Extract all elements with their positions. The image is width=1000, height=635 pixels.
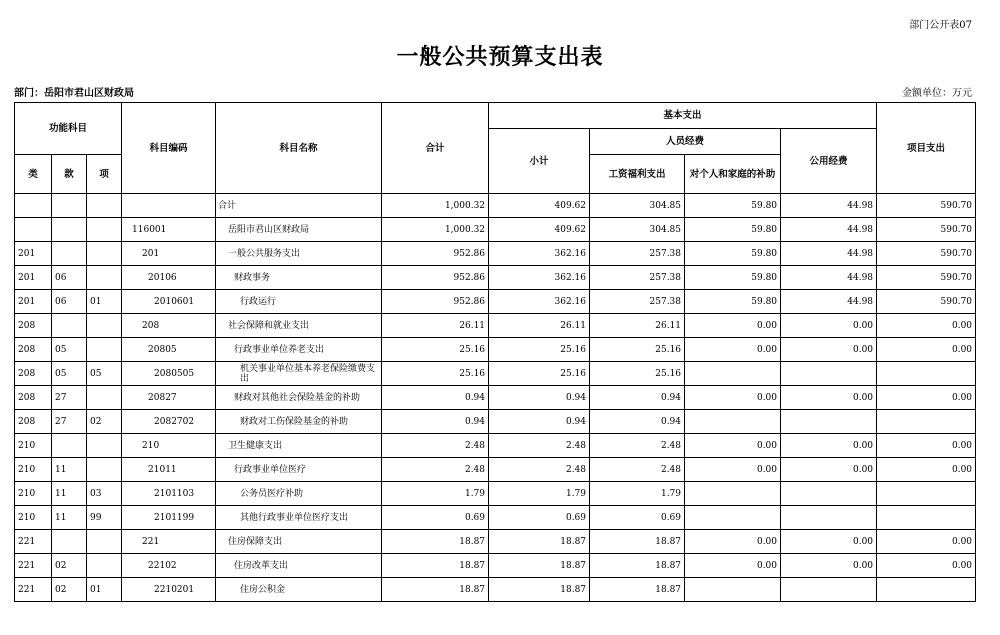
cell-subject-name: 财政对工伤保险基金的补助 xyxy=(216,410,382,434)
table-row xyxy=(15,410,976,434)
cell-salary-welfare: 25.16 xyxy=(590,338,685,362)
cell-xiang: 02 xyxy=(87,410,122,434)
header-project-expenditure: 项目支出 xyxy=(877,103,976,194)
cell-project-expenditure: 0.00 xyxy=(877,554,976,578)
header-total: 合计 xyxy=(382,103,489,194)
cell-project-expenditure: 0.00 xyxy=(877,434,976,458)
cell-salary-welfare: 257.38 xyxy=(590,266,685,290)
cell-lei: 221 xyxy=(15,554,52,578)
cell-lei: 201 xyxy=(15,266,52,290)
cell-subtotal: 18.87 xyxy=(489,554,590,578)
table-row xyxy=(15,386,976,410)
cell-total: 952.86 xyxy=(382,242,489,266)
cell-project-expenditure: 0.00 xyxy=(877,314,976,338)
cell-subject-name: 财政对其他社会保险基金的补助 xyxy=(216,386,382,410)
header-salary-welfare: 工资福利支出 xyxy=(590,155,685,194)
cell-kuan: 02 xyxy=(52,554,87,578)
cell-public-expense: 0.00 xyxy=(781,386,877,410)
cell-xiang xyxy=(87,218,122,242)
cell-salary-welfare: 18.87 xyxy=(590,554,685,578)
cell-subject-name: 行政事业单位养老支出 xyxy=(216,338,382,362)
cell-xiang xyxy=(87,338,122,362)
cell-subject-name: 住房公积金 xyxy=(216,578,382,602)
cell-salary-welfare: 257.38 xyxy=(590,242,685,266)
cell-personal-subsidy: 0.00 xyxy=(685,458,781,482)
cell-subtotal: 18.87 xyxy=(489,530,590,554)
cell-subject-name: 财政事务 xyxy=(216,266,382,290)
cell-salary-welfare: 1.79 xyxy=(590,482,685,506)
cell-personal-subsidy: 59.80 xyxy=(685,218,781,242)
cell-lei: 221 xyxy=(15,530,52,554)
cell-public-expense: 0.00 xyxy=(781,434,877,458)
cell-total: 18.87 xyxy=(382,554,489,578)
cell-xiang: 01 xyxy=(87,578,122,602)
cell-kuan: 11 xyxy=(52,458,87,482)
cell-project-expenditure xyxy=(877,578,976,602)
cell-project-expenditure: 590.70 xyxy=(877,242,976,266)
cell-kuan xyxy=(52,242,87,266)
cell-salary-welfare: 25.16 xyxy=(590,362,685,386)
cell-personal-subsidy: 59.80 xyxy=(685,242,781,266)
cell-kuan xyxy=(52,434,87,458)
cell-xiang xyxy=(87,242,122,266)
cell-project-expenditure xyxy=(877,506,976,530)
cell-public-expense: 44.98 xyxy=(781,218,877,242)
cell-personal-subsidy: 59.80 xyxy=(685,290,781,314)
cell-subject-name: 卫生健康支出 xyxy=(216,434,382,458)
cell-subtotal: 1.79 xyxy=(489,482,590,506)
cell-subject-code: 210 xyxy=(122,434,216,458)
cell-kuan: 27 xyxy=(52,386,87,410)
cell-kuan: 11 xyxy=(52,506,87,530)
cell-total: 0.94 xyxy=(382,386,489,410)
cell-subtotal: 26.11 xyxy=(489,314,590,338)
cell-project-expenditure: 590.70 xyxy=(877,290,976,314)
cell-lei: 201 xyxy=(15,242,52,266)
cell-project-expenditure: 590.70 xyxy=(877,266,976,290)
cell-project-expenditure: 590.70 xyxy=(877,194,976,218)
cell-public-expense: 44.98 xyxy=(781,290,877,314)
cell-subject-name: 公务员医疗补助 xyxy=(216,482,382,506)
table-header xyxy=(15,103,976,194)
cell-xiang xyxy=(87,314,122,338)
table-row xyxy=(15,338,976,362)
cell-personal-subsidy xyxy=(685,410,781,434)
cell-personal-subsidy: 59.80 xyxy=(685,266,781,290)
cell-salary-welfare: 304.85 xyxy=(590,194,685,218)
cell-xiang xyxy=(87,458,122,482)
cell-project-expenditure: 0.00 xyxy=(877,386,976,410)
cell-subject-code: 20805 xyxy=(122,338,216,362)
cell-subject-code xyxy=(122,194,216,218)
table-row xyxy=(15,266,976,290)
cell-salary-welfare: 2.48 xyxy=(590,434,685,458)
cell-xiang: 99 xyxy=(87,506,122,530)
cell-subject-code: 21011 xyxy=(122,458,216,482)
cell-subject-name: 机关事业单位基本养老保险缴费支出 xyxy=(216,362,382,386)
cell-subtotal: 0.94 xyxy=(489,410,590,434)
cell-subtotal: 0.94 xyxy=(489,386,590,410)
cell-lei: 221 xyxy=(15,578,52,602)
cell-xiang: 05 xyxy=(87,362,122,386)
cell-subject-code: 2210201 xyxy=(122,578,216,602)
cell-salary-welfare: 304.85 xyxy=(590,218,685,242)
cell-personal-subsidy xyxy=(685,506,781,530)
cell-subject-code: 116001 xyxy=(122,218,216,242)
cell-public-expense: 0.00 xyxy=(781,338,877,362)
header-func-subject: 功能科目 xyxy=(15,103,122,155)
cell-kuan: 05 xyxy=(52,362,87,386)
header-subtotal: 小计 xyxy=(489,129,590,194)
cell-lei xyxy=(15,194,52,218)
table-row xyxy=(15,314,976,338)
cell-xiang xyxy=(87,554,122,578)
cell-public-expense: 44.98 xyxy=(781,194,877,218)
table-row xyxy=(15,530,976,554)
table-row xyxy=(15,482,976,506)
cell-kuan: 02 xyxy=(52,578,87,602)
cell-subtotal: 25.16 xyxy=(489,338,590,362)
cell-xiang xyxy=(87,530,122,554)
cell-lei: 208 xyxy=(15,314,52,338)
cell-kuan: 05 xyxy=(52,338,87,362)
cell-xiang xyxy=(87,194,122,218)
cell-subject-name: 行政事业单位医疗 xyxy=(216,458,382,482)
cell-public-expense: 44.98 xyxy=(781,266,877,290)
cell-public-expense xyxy=(781,506,877,530)
header-xiang: 项 xyxy=(87,155,122,194)
cell-lei: 210 xyxy=(15,458,52,482)
cell-subject-code: 2101103 xyxy=(122,482,216,506)
cell-public-expense: 0.00 xyxy=(781,458,877,482)
document-number: 部门公开表07 xyxy=(909,20,972,31)
cell-subject-code: 2080505 xyxy=(122,362,216,386)
cell-subtotal: 409.62 xyxy=(489,218,590,242)
cell-project-expenditure: 0.00 xyxy=(877,530,976,554)
cell-subtotal: 0.69 xyxy=(489,506,590,530)
cell-personal-subsidy: 0.00 xyxy=(685,554,781,578)
cell-project-expenditure xyxy=(877,362,976,386)
cell-subject-name: 其他行政事业单位医疗支出 xyxy=(216,506,382,530)
cell-project-expenditure xyxy=(877,482,976,506)
cell-subject-name: 住房改革支出 xyxy=(216,554,382,578)
cell-personal-subsidy xyxy=(685,578,781,602)
cell-personal-subsidy: 0.00 xyxy=(685,530,781,554)
cell-salary-welfare: 0.94 xyxy=(590,386,685,410)
header-kuan: 款 xyxy=(52,155,87,194)
cell-public-expense: 0.00 xyxy=(781,554,877,578)
cell-subtotal: 2.48 xyxy=(489,434,590,458)
cell-public-expense: 44.98 xyxy=(781,242,877,266)
cell-public-expense xyxy=(781,362,877,386)
cell-public-expense xyxy=(781,410,877,434)
cell-subtotal: 362.16 xyxy=(489,242,590,266)
cell-subtotal: 2.48 xyxy=(489,458,590,482)
cell-subtotal: 18.87 xyxy=(489,578,590,602)
table-row xyxy=(15,218,976,242)
table-row xyxy=(15,362,976,386)
header-lei: 类 xyxy=(15,155,52,194)
cell-subject-code: 2101199 xyxy=(122,506,216,530)
cell-salary-welfare: 26.11 xyxy=(590,314,685,338)
cell-total: 952.86 xyxy=(382,290,489,314)
cell-subject-name: 行政运行 xyxy=(216,290,382,314)
department-label: 部门：岳阳市君山区财政局 xyxy=(14,88,134,99)
table-row xyxy=(15,554,976,578)
cell-subject-code: 221 xyxy=(122,530,216,554)
cell-subject-code: 20106 xyxy=(122,266,216,290)
cell-lei: 208 xyxy=(15,362,52,386)
cell-project-expenditure: 590.70 xyxy=(877,218,976,242)
cell-subtotal: 409.62 xyxy=(489,194,590,218)
cell-total: 2.48 xyxy=(382,458,489,482)
cell-subtotal: 362.16 xyxy=(489,266,590,290)
header-subject-code: 科目编码 xyxy=(122,103,216,194)
cell-public-expense xyxy=(781,578,877,602)
cell-total: 952.86 xyxy=(382,266,489,290)
cell-lei: 208 xyxy=(15,410,52,434)
cell-subject-code: 2010601 xyxy=(122,290,216,314)
cell-kuan xyxy=(52,194,87,218)
table-row xyxy=(15,242,976,266)
cell-salary-welfare: 2.48 xyxy=(590,458,685,482)
cell-salary-welfare: 0.94 xyxy=(590,410,685,434)
cell-lei: 210 xyxy=(15,434,52,458)
cell-salary-welfare: 18.87 xyxy=(590,530,685,554)
cell-kuan: 06 xyxy=(52,266,87,290)
cell-personal-subsidy xyxy=(685,482,781,506)
cell-lei: 208 xyxy=(15,386,52,410)
unit-label: 金额单位：万元 xyxy=(902,88,972,99)
cell-personal-subsidy: 0.00 xyxy=(685,386,781,410)
header-public-expense: 公用经费 xyxy=(781,129,877,194)
cell-kuan xyxy=(52,218,87,242)
table-row xyxy=(15,194,976,218)
cell-subject-name: 一般公共服务支出 xyxy=(216,242,382,266)
table-row xyxy=(15,578,976,602)
cell-xiang xyxy=(87,386,122,410)
cell-project-expenditure: 0.00 xyxy=(877,458,976,482)
cell-project-expenditure xyxy=(877,410,976,434)
cell-project-expenditure: 0.00 xyxy=(877,338,976,362)
cell-lei xyxy=(15,218,52,242)
cell-total: 0.94 xyxy=(382,410,489,434)
table-row xyxy=(15,434,976,458)
cell-salary-welfare: 257.38 xyxy=(590,290,685,314)
cell-personal-subsidy: 0.00 xyxy=(685,434,781,458)
cell-lei: 210 xyxy=(15,482,52,506)
header-subject-name: 科目名称 xyxy=(216,103,382,194)
cell-xiang: 03 xyxy=(87,482,122,506)
cell-total: 1.79 xyxy=(382,482,489,506)
cell-total: 18.87 xyxy=(382,530,489,554)
table-row xyxy=(15,458,976,482)
cell-salary-welfare: 18.87 xyxy=(590,578,685,602)
cell-kuan: 06 xyxy=(52,290,87,314)
cell-xiang: 01 xyxy=(87,290,122,314)
cell-personal-subsidy: 59.80 xyxy=(685,194,781,218)
cell-subject-code: 20827 xyxy=(122,386,216,410)
cell-subtotal: 25.16 xyxy=(489,362,590,386)
cell-public-expense xyxy=(781,482,877,506)
cell-subtotal: 362.16 xyxy=(489,290,590,314)
cell-xiang xyxy=(87,266,122,290)
cell-subject-name: 岳阳市君山区财政局 xyxy=(216,218,382,242)
cell-xiang xyxy=(87,434,122,458)
table-row xyxy=(15,506,976,530)
header-personnel: 人员经费 xyxy=(590,129,781,155)
cell-subject-code: 201 xyxy=(122,242,216,266)
page-title: 一般公共预算支出表 xyxy=(396,45,604,70)
cell-total: 1,000.32 xyxy=(382,218,489,242)
cell-subject-name: 住房保障支出 xyxy=(216,530,382,554)
cell-kuan xyxy=(52,314,87,338)
cell-personal-subsidy: 0.00 xyxy=(685,338,781,362)
cell-lei: 208 xyxy=(15,338,52,362)
cell-total: 26.11 xyxy=(382,314,489,338)
cell-total: 0.69 xyxy=(382,506,489,530)
cell-subject-code: 2082702 xyxy=(122,410,216,434)
cell-kuan: 11 xyxy=(52,482,87,506)
cell-total: 2.48 xyxy=(382,434,489,458)
cell-public-expense: 0.00 xyxy=(781,314,877,338)
cell-subject-name: 合计 xyxy=(216,194,382,218)
cell-personal-subsidy: 0.00 xyxy=(685,314,781,338)
cell-kuan: 27 xyxy=(52,410,87,434)
header-personal-subsidy: 对个人和家庭的补助 xyxy=(685,155,781,194)
table-row xyxy=(15,290,976,314)
cell-subject-name: 社会保障和就业支出 xyxy=(216,314,382,338)
cell-salary-welfare: 0.69 xyxy=(590,506,685,530)
cell-lei: 201 xyxy=(15,290,52,314)
table-body xyxy=(15,194,976,602)
header-basic-expenditure: 基本支出 xyxy=(489,103,877,129)
cell-total: 1,000.32 xyxy=(382,194,489,218)
cell-kuan xyxy=(52,530,87,554)
cell-total: 25.16 xyxy=(382,362,489,386)
budget-table xyxy=(14,102,976,602)
cell-total: 25.16 xyxy=(382,338,489,362)
cell-lei: 210 xyxy=(15,506,52,530)
cell-personal-subsidy xyxy=(685,362,781,386)
cell-subject-code: 208 xyxy=(122,314,216,338)
cell-public-expense: 0.00 xyxy=(781,530,877,554)
cell-total: 18.87 xyxy=(382,578,489,602)
cell-subject-code: 22102 xyxy=(122,554,216,578)
